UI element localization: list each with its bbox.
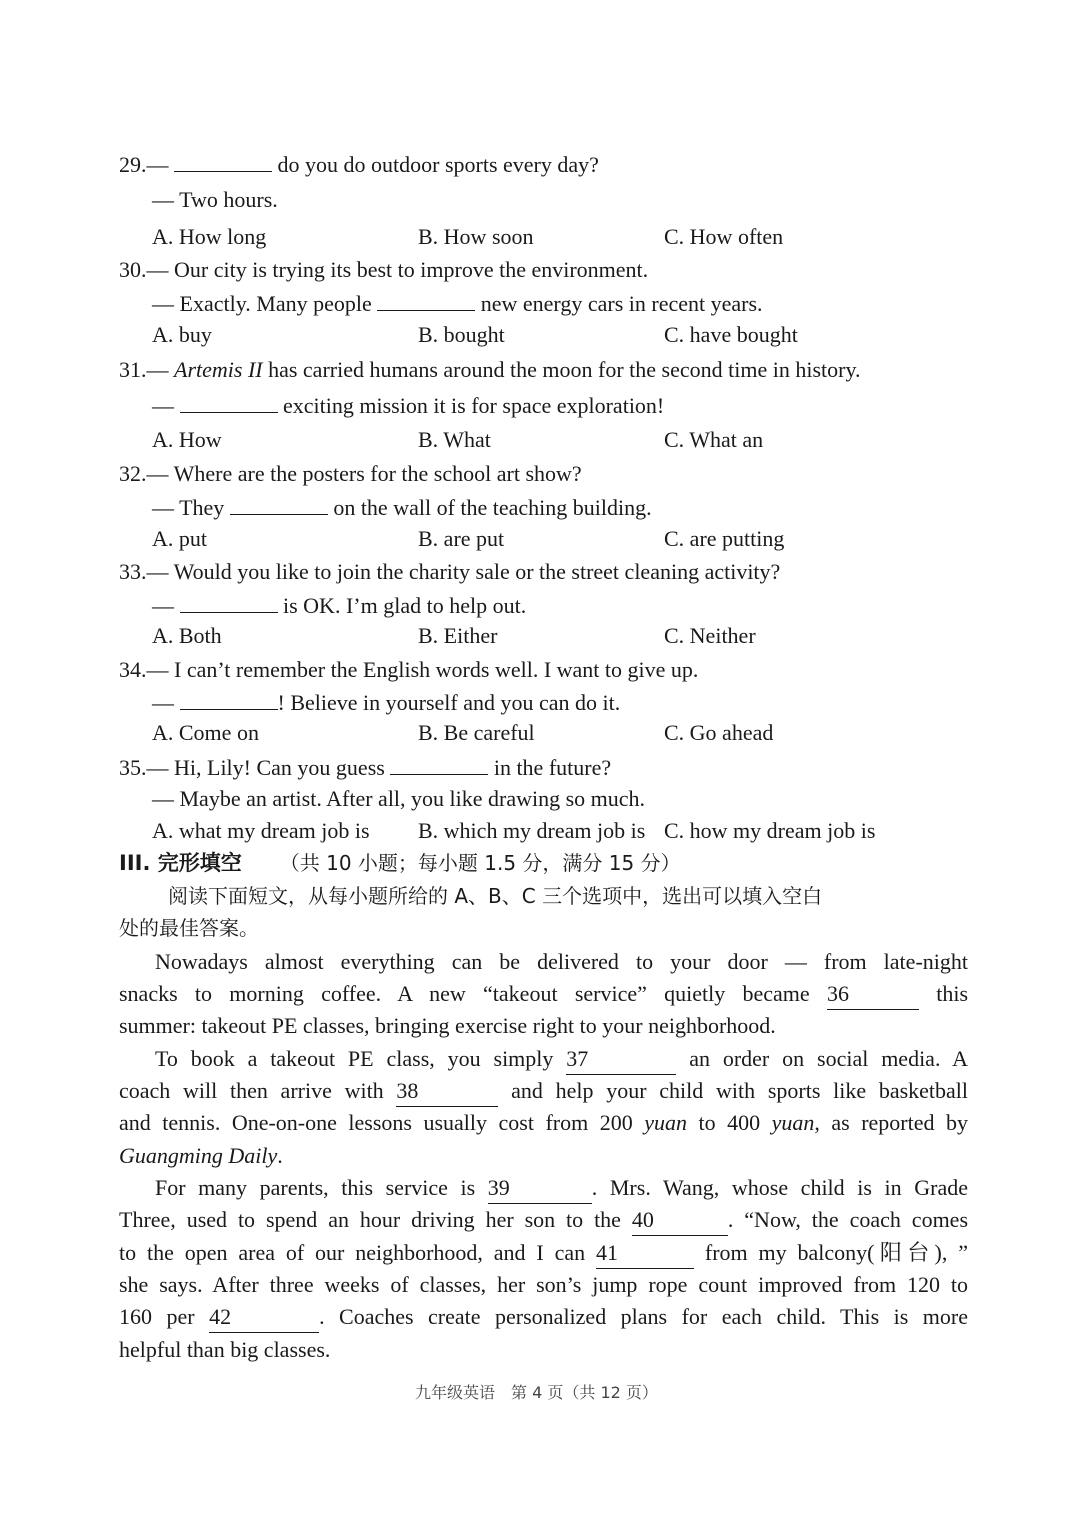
question-text: has carried humans around the moon for the second time in history. xyxy=(262,357,861,382)
question-text: — They xyxy=(152,495,230,520)
question-text: is OK. I’m glad to help out. xyxy=(277,593,527,618)
passage-p3-line-3 xyxy=(119,1238,968,1269)
question-35-option-b: B. which my dream job is xyxy=(418,818,646,843)
passage-text: to 400 xyxy=(686,1110,772,1135)
question-30-line-1 xyxy=(119,255,648,285)
answer-blank xyxy=(180,687,278,710)
mission-name: Artemis II xyxy=(174,357,263,382)
section-heading xyxy=(119,848,681,878)
blank-41: 41 xyxy=(596,1238,694,1269)
blank-39: 39 xyxy=(488,1173,592,1204)
question-text: exciting mission it is for space exploration! xyxy=(277,393,665,418)
passage-text: an order on social media. A xyxy=(689,1046,969,1071)
passage-p2-line-2 xyxy=(119,1076,968,1107)
question-29-line-1 xyxy=(119,149,599,180)
answer-blank xyxy=(230,492,328,515)
passage-text: to the open area of our neighborhood, and I can xyxy=(119,1240,586,1265)
question-34-line-1 xyxy=(119,655,698,685)
passage-text: To book a takeout PE class, you simply xyxy=(155,1046,554,1071)
question-35-option-a: A. what my dream job is xyxy=(152,818,370,843)
question-30-option-c: C. have bought xyxy=(664,322,798,347)
section-title: III. 完形填空 xyxy=(119,851,242,875)
question-34-option-c: C. Go ahead xyxy=(664,720,774,745)
question-30-option-a: A. buy xyxy=(152,322,212,347)
question-30-option-b: B. bought xyxy=(418,322,505,347)
passage-text: coach will then arrive with xyxy=(119,1078,384,1103)
answer-blank xyxy=(180,390,278,413)
question-text: — Our city is trying its best to improve the environment. xyxy=(146,257,649,282)
blank-36: 36 xyxy=(827,979,919,1010)
passage-text: 160 per xyxy=(119,1304,195,1329)
question-text: do you do outdoor sports every day? xyxy=(272,152,599,177)
answer-blank xyxy=(180,590,278,613)
passage-p1-line-1: Nowadays almost everything can be delivered to your door — from late-night xyxy=(155,949,968,974)
dash: — xyxy=(152,393,180,418)
question-text: ! Believe in yourself and you can do it. xyxy=(277,690,621,715)
question-number: 30. xyxy=(119,257,147,282)
question-32-line-2 xyxy=(152,492,652,523)
section-instruction-line-1: 阅读下面短文，从每小题所给的 A、B、C 三个选项中，选出可以填入空白 xyxy=(168,884,823,908)
passage-text: from my balcony(阳台), ” xyxy=(704,1240,969,1265)
question-32-option-c: C. are putting xyxy=(664,526,785,551)
question-text: new energy cars in recent years. xyxy=(475,291,763,316)
currency-word: yuan xyxy=(771,1110,815,1135)
question-33-option-a: A. Both xyxy=(152,623,222,648)
answer-blank xyxy=(390,752,488,775)
question-32-option-b: B. are put xyxy=(418,526,505,551)
blank-40: 40 xyxy=(632,1205,728,1236)
section-instruction-line-2: 处的最佳答案。 xyxy=(119,916,259,940)
passage-p2-line-3 xyxy=(119,1108,968,1138)
dash: — xyxy=(152,593,180,618)
question-31-line-2 xyxy=(152,390,664,421)
question-29-option-a: A. How long xyxy=(152,224,267,249)
question-35-line-2: — Maybe an artist. After all, you like drawing so much. xyxy=(152,786,646,811)
blank-38: 38 xyxy=(396,1076,498,1107)
answer-blank xyxy=(174,149,272,172)
question-number: 33. xyxy=(119,559,147,584)
passage-text: snacks to morning coffee. A new “takeout service” quietly became xyxy=(119,981,810,1006)
question-number: 35. xyxy=(119,755,147,780)
blank-42: 42 xyxy=(209,1302,319,1333)
question-31-option-c: C. What an xyxy=(664,427,764,452)
question-number: 31. xyxy=(119,357,147,382)
question-33-line-2 xyxy=(152,590,526,621)
question-35-line-1 xyxy=(119,752,611,783)
passage-p3-line-2 xyxy=(119,1205,968,1236)
answer-blank xyxy=(377,288,475,311)
question-33-line-1 xyxy=(119,557,780,587)
question-31-option-b: B. What xyxy=(418,427,491,452)
passage-p3-line-1 xyxy=(155,1173,968,1204)
passage-text: , as reported by xyxy=(814,1110,968,1135)
question-34-option-a: A. Come on xyxy=(152,720,259,745)
passage-text: . “Now, the coach comes xyxy=(727,1207,969,1232)
period: . xyxy=(277,1143,283,1168)
passage-p3-line-5 xyxy=(119,1302,968,1333)
question-text: in the future? xyxy=(488,755,612,780)
question-34-option-b: B. Be careful xyxy=(418,720,535,745)
passage-text: this xyxy=(936,981,969,1006)
question-number: 32. xyxy=(119,461,147,486)
passage-p1-line-2 xyxy=(119,979,968,1010)
passage-text: and tennis. One-on-one lessons usually cost from 200 xyxy=(119,1110,645,1135)
question-number: 29. xyxy=(119,152,147,177)
currency-word: yuan xyxy=(644,1110,687,1135)
passage-p2-line-4 xyxy=(119,1141,283,1171)
question-text: — Hi, Lily! Can you guess xyxy=(146,755,391,780)
passage-text: and help your child with sports like basketball xyxy=(511,1078,969,1103)
page-footer: 九年级英语 第 4 页（共 12 页） xyxy=(415,1383,658,1402)
question-text: — Where are the posters for the school art show? xyxy=(146,461,582,486)
passage-text: . Coaches create personalized plans for each child. This is more xyxy=(319,1304,969,1329)
question-30-line-2 xyxy=(152,288,763,319)
question-29-option-b: B. How soon xyxy=(418,224,534,249)
question-number: 34. xyxy=(119,657,147,682)
dash: — xyxy=(152,690,180,715)
passage-p3-line-6: helpful than big classes. xyxy=(119,1337,331,1362)
passage-p1-line-3: summer: takeout PE classes, bringing exercise right to your neighborhood. xyxy=(119,1013,776,1038)
passage-p2-line-1 xyxy=(155,1044,968,1075)
question-29-line-2: — Two hours. xyxy=(152,187,278,212)
section-note: （共 10 小题；每小题 1.5 分，满分 15 分） xyxy=(279,851,681,875)
blank-37: 37 xyxy=(566,1044,676,1075)
question-33-option-b: B. Either xyxy=(418,623,498,648)
question-29-option-c: C. How often xyxy=(664,224,784,249)
question-text: — Would you like to join the charity sale or the street cleaning activity? xyxy=(146,559,781,584)
dash: — xyxy=(146,152,174,177)
dash: — xyxy=(146,357,174,382)
question-35-option-c: C. how my dream job is xyxy=(664,818,876,843)
question-text: on the wall of the teaching building. xyxy=(327,495,652,520)
question-31-option-a: A. How xyxy=(152,427,222,452)
question-32-line-1 xyxy=(119,459,582,489)
question-text: — I can’t remember the English words well. I want to give up. xyxy=(146,657,699,682)
question-text: — Exactly. Many people xyxy=(152,291,378,316)
newspaper-name: Guangming Daily xyxy=(119,1143,278,1168)
passage-text: Three, used to spend an hour driving her son to the xyxy=(119,1207,621,1232)
question-32-option-a: A. put xyxy=(152,526,207,551)
question-33-option-c: C. Neither xyxy=(664,623,756,648)
passage-text: . Mrs. Wang, whose child is in Grade xyxy=(591,1175,968,1200)
passage-text: For many parents, this service is xyxy=(155,1175,476,1200)
passage-p3-line-4: she says. After three weeks of classes, her son’s jump rope count improved from 120 to xyxy=(119,1272,968,1297)
question-34-line-2 xyxy=(152,687,620,718)
question-31-line-1 xyxy=(119,355,861,385)
